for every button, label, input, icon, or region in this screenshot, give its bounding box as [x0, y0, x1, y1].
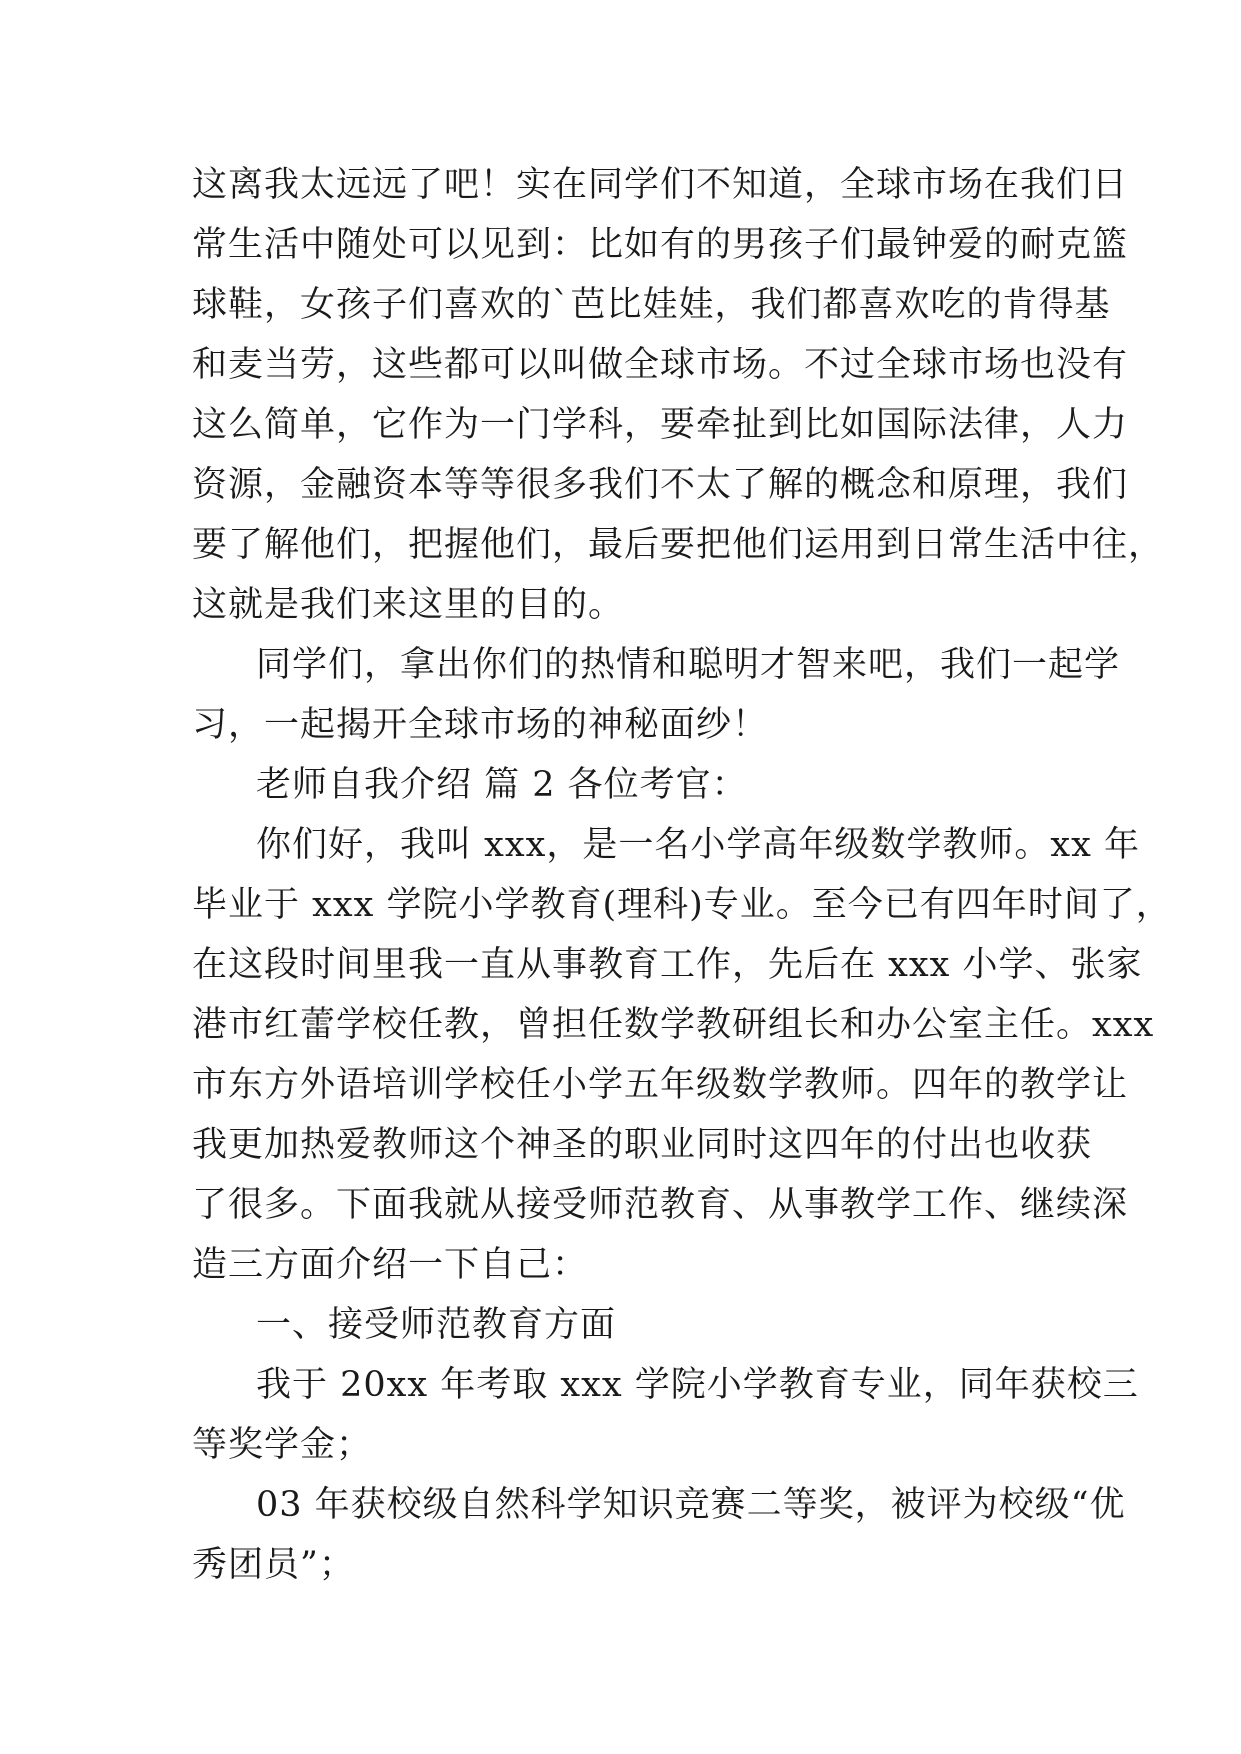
text-line: 我更加热爱教师这个神圣的职业同时这四年的付出也收获 — [192, 1125, 1093, 1165]
text-line: 在这段时间里我一直从事教育工作，先后在 xxx 小学、张家 — [192, 945, 1143, 985]
text-line: 这离我太远远了吧！实在同学们不知道，全球市场在我们日 — [192, 165, 1129, 205]
text-line: 毕业于 xxx 学院小学教育(理科)专业。至今已有四年时间了， — [192, 885, 1172, 925]
text-line: 你们好，我叫 xxx，是一名小学高年级数学教师。xx 年 — [256, 825, 1140, 865]
text-line: 市东方外语培训学校任小学五年级数学教师。四年的教学让 — [192, 1065, 1129, 1105]
document-body — [192, 155, 1172, 1595]
subsection-heading: 一、接受师范教育方面 — [256, 1305, 617, 1345]
text-line: 03 年获校级自然科学知识竞赛二等奖，被评为校级“优 — [256, 1485, 1126, 1525]
text-line: 和麦当劳，这些都可以叫做全球市场。不过全球市场也没有 — [192, 345, 1129, 385]
text-line: 等奖学金； — [192, 1425, 373, 1465]
text-line: 习，一起揭开全球市场的神秘面纱！ — [192, 705, 769, 745]
text-line: 秀团员”； — [192, 1545, 355, 1585]
text-line: 这么简单，它作为一门学科，要牵扯到比如国际法律，人力 — [192, 405, 1129, 445]
text-line: 造三方面介绍一下自己： — [192, 1245, 589, 1285]
text-line: 我于 20xx 年考取 xxx 学院小学教育专业，同年获校三 — [256, 1365, 1139, 1405]
text-line: 球鞋，女孩子们喜欢的`芭比娃娃，我们都喜欢吃的肯得基 — [192, 285, 1111, 325]
text-line: 同学们，拿出你们的热情和聪明才智来吧，我们一起学 — [256, 645, 1121, 685]
section-heading: 老师自我介绍 篇 2 各位考官： — [256, 765, 748, 805]
text-line: 这就是我们来这里的目的。 — [192, 585, 625, 625]
text-line: 常生活中随处可以见到：比如有的男孩子们最钟爱的耐克篮 — [192, 225, 1129, 265]
text-line: 了很多。下面我就从接受师范教育、从事教学工作、继续深 — [192, 1185, 1129, 1225]
text-line: 港市红蕾学校任教，曾担任数学教研组长和办公室主任。xxx — [192, 1005, 1155, 1045]
text-line: 要了解他们，把握他们，最后要把他们运用到日常生活中往， — [192, 525, 1165, 565]
text-line: 资源，金融资本等等很多我们不太了解的概念和原理，我们 — [192, 465, 1129, 505]
